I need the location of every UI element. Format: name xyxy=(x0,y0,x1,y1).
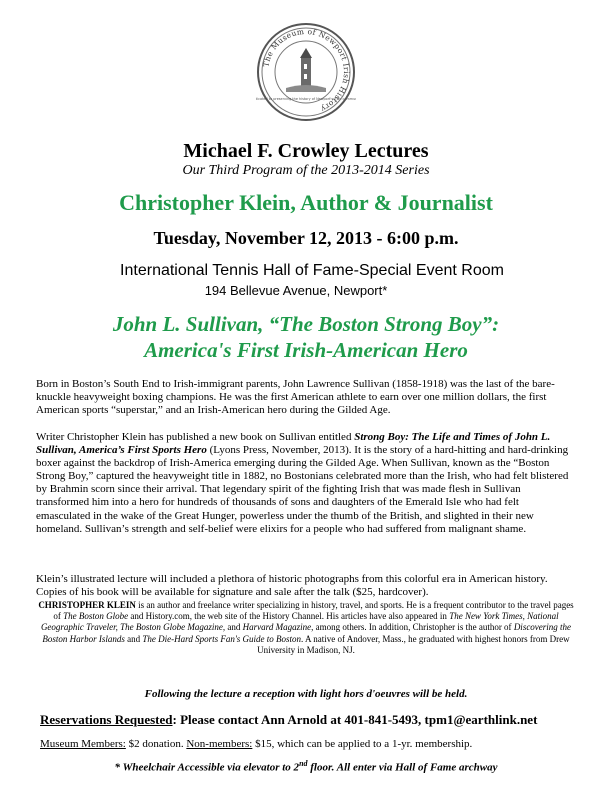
bio-italic: Harvard Magazine xyxy=(242,622,312,633)
reservation-label: Reservations Requested xyxy=(40,712,173,727)
event-venue: International Tennis Hall of Fame-Special Event Room xyxy=(120,262,504,279)
pricing-line xyxy=(40,738,472,750)
access-sup: nd xyxy=(299,759,308,768)
book-paragraph-rest: (Lyons Press, November, 2013). It is the story of a hard-hitting and hard-drinking boxer against the backdrop of Irish-America emerging during the Gilded Age. When Sullivan, known as the “Boston Strong Boy,” captured the heavyweight title in 1882, no Bostonians celebrated more than the Irish, who had felt blistered by Brahmin scorn since their arrival. That legendary spirit of the fighting Irish that was made flesh in Sullivan transformed him into a hero for hundreds of thousands of sons and daughters of the Emerald Isle who had felt emasculated in the wake of the Great Hunger, powerless under the thumb of the British, and slighted in their new homeland. Sullivan’s strength and self-belief were elixirs for a people who had suffered from malignant shame. xyxy=(36,444,569,535)
lecture-series-title: Michael F. Crowley Lectures xyxy=(183,140,429,162)
members-label: Museum Members: xyxy=(40,738,126,750)
speaker-heading: Christopher Klein, Author & Journalist xyxy=(119,190,493,215)
seal-inner-text: dicated to preserving the history of Newport's Irish commu xyxy=(256,97,356,101)
bio-italic: Discovering the Boston Harbor Islands xyxy=(42,622,572,644)
members-price: $2 donation. xyxy=(125,738,187,750)
bio-text: , among others. In addition, Christopher is the author of xyxy=(311,622,514,633)
event-date-time: Tuesday, November 12, 2013 - 6:00 p.m. xyxy=(153,228,459,248)
bio-text: and xyxy=(124,633,143,644)
book-paragraph xyxy=(36,431,576,536)
intro-paragraph: Born in Boston’s South End to Irish-immigrant parents, John Lawrence Sullivan (1858-1918) was the last of the bare-knuckle heavyweight boxing champions. He was the first American athlete to earn over one million dollars, the first American sports “superstar,” and an Irish-American hero during the Gilded Age. xyxy=(36,378,555,417)
access-text-a: * Wheelchair Accessible via elevator to 2 xyxy=(114,761,300,774)
bio-name: CHRISTOPHER KLEIN xyxy=(38,600,136,610)
book-paragraph-lead: Writer Christopher Klein has published a new book on Sullivan entitled xyxy=(36,431,355,443)
bio-italic: The Die-Hard Sports Fan's Guide to Boston xyxy=(142,633,301,644)
bio-text: is an author and freelance writer specializing in history, travel, and sports. He is a frequent contributor to the travel pages of xyxy=(53,600,574,622)
bio-italic: The New York Times, National Geographic Traveler, The Boston Globe Magazine, xyxy=(40,611,559,633)
museum-seal-logo xyxy=(256,22,356,122)
bio-text: . A native of Andover, Mass., he graduated with highest honors from Drew University in Madison, NJ. xyxy=(257,633,570,655)
bio-text: and History.com, the web site of the History Channel. His articles have also appeared in xyxy=(128,611,450,622)
accessibility-note xyxy=(0,759,612,774)
talk-title-line-1: John L. Sullivan, “The Boston Strong Boy”: xyxy=(112,312,500,336)
nonmembers-price: $15, which can be applied to a 1-yr. membership. xyxy=(252,738,473,750)
reservation-contact: : Please contact Ann Arnold at 401-841-5493, tpm1@earthlink.net xyxy=(172,712,538,727)
bio-italic: The Boston Globe xyxy=(63,611,129,622)
author-bio xyxy=(38,600,574,656)
program-subtitle: Our Third Program of the 2013-2014 Series xyxy=(182,163,430,178)
event-address: 194 Bellevue Avenue, Newport* xyxy=(204,283,388,298)
access-text-b: floor. All enter via Hall of Fame archway xyxy=(307,761,498,774)
seal-ring-text: The Museum of Newport Irish History xyxy=(261,26,352,114)
reservation-line xyxy=(40,712,537,728)
bio-text: and xyxy=(225,622,243,633)
nonmembers-label: Non-members: xyxy=(186,738,253,750)
talk-title-line-2: America's First Irish-American Hero xyxy=(144,338,468,362)
lecture-paragraph: Klein’s illustrated lecture will included a plethora of historic photographs from this colorful era in American history. Copies of his book will be available for signature and sale after the talk ($25, hardcover). xyxy=(36,573,548,599)
reception-note: Following the lecture a reception with light hors d'oeuvres will be held. xyxy=(144,688,468,700)
book-title: Strong Boy: The Life and Times of John L. Sullivan, America’s First Sports Hero xyxy=(36,431,551,457)
